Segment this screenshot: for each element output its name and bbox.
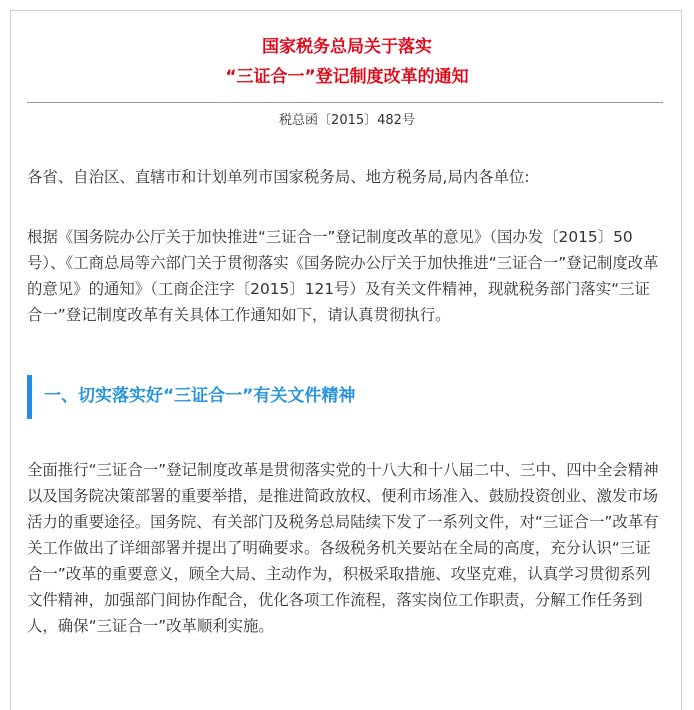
section-heading xyxy=(27,375,663,419)
section-accent-bar xyxy=(27,375,32,419)
header-divider xyxy=(27,102,663,103)
document-title-line1: 国家税务总局关于落实 xyxy=(262,37,432,57)
section-paragraph: 全面推行“三证合一”登记制度改革是贯彻落实党的十八大和十八届二中、三中、四中全会精神以及国务院决策部署的重要举措，是推进简政放权、便利市场准入、鼓励投资创业、激发市场活力的重要途径。国务院、有关部门及税务总局陆续下发了一系列文件，对“三证合一”改革有关工作做出了详细部署并提出了明确要求。各级税务机关要站在全局的高度，充分认识“三证合一”改革的重要意义，顾全大局、主动作为，积极采取措施、攻坚克难，认真学习贯彻系列文件精神，加强部门间协作配合，优化各项工作流程，落实岗位工作职责，分解工作任务到人，确保“三证合一”改革顺利实施。 xyxy=(27,461,659,635)
document-number: 税总函〔2015〕482号 xyxy=(279,113,415,128)
document-title-line2: “三证合一”登记制度改革的通知 xyxy=(225,67,469,87)
section-heading-label: 一、切实落实好“三证合一”有关文件精神 xyxy=(44,386,356,406)
intro-paragraph: 根据《国务院办公厅关于加快推进“三证合一”登记制度改革的意见》（国办发〔2015〕50号）、《工商总局等六部门关于贯彻落实《国务院办公厅关于加快推进“三证合一”登记制度改革的意见》的通知》（工商企注字〔2015〕121号）及有关文件精神，现就税务部门落实“三证合一”登记制度改革有关具体工作通知如下，请认真贯彻执行。 xyxy=(27,228,659,324)
salutation: 各省、自治区、直辖市和计划单列市国家税务局、地方税务局,局内各单位: xyxy=(27,168,530,186)
